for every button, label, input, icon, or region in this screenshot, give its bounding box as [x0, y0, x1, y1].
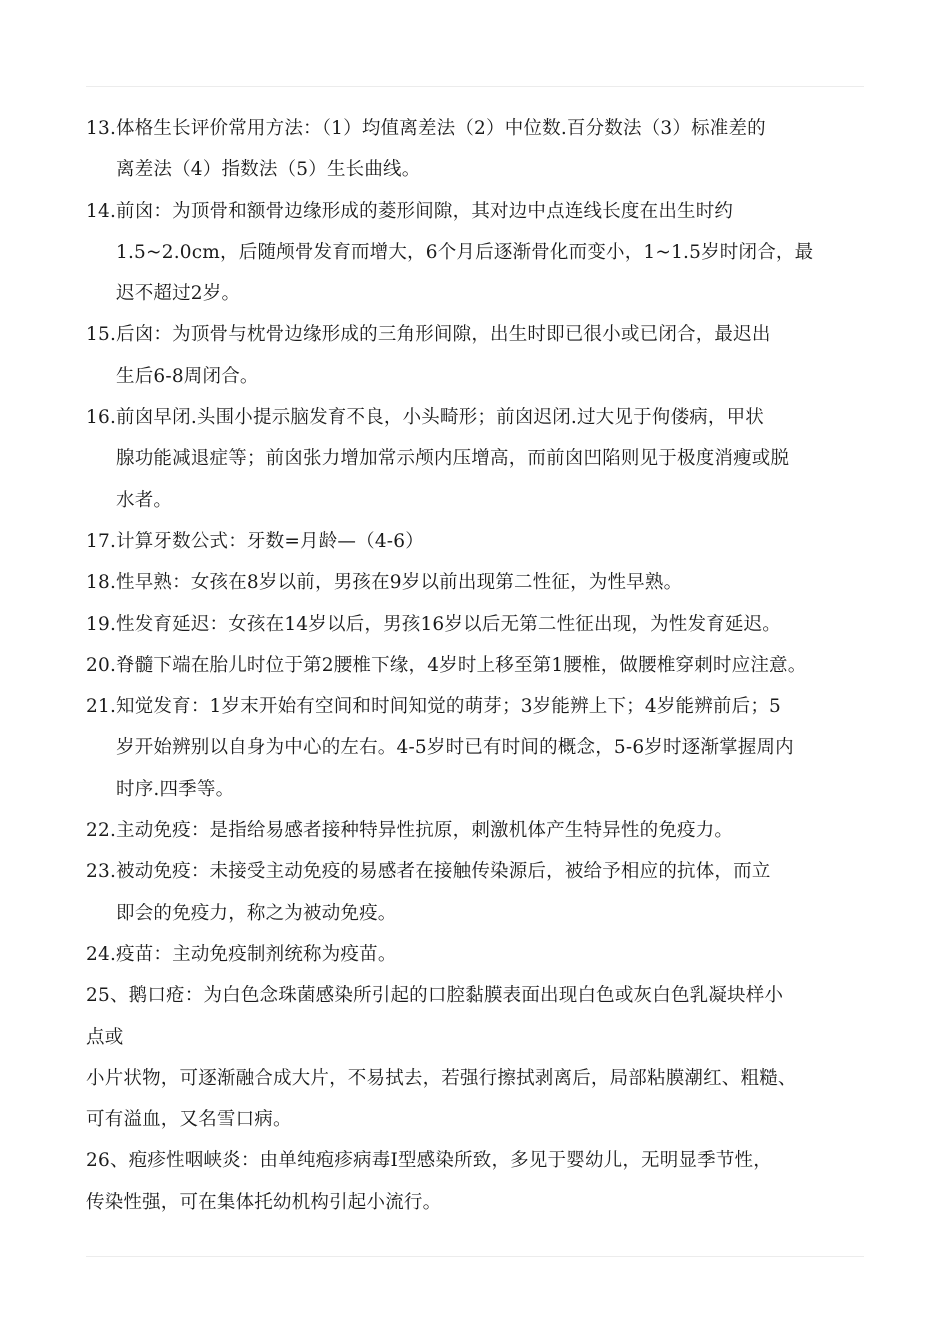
- top-divider: [86, 86, 864, 87]
- text-line: 22.主动免疫：是指给易感者接种特异性抗原，刺激机体产生特异性的免疫力。: [86, 820, 734, 842]
- text-line: 16.前囟早闭.头围小提示脑发育不良，小头畸形；前囟迟闭.过大见于佝偻病，甲状: [86, 407, 764, 429]
- text-line: 腺功能减退症等；前囟张力增加常示颅内压增高，而前囟凹陷则见于极度消瘦或脱: [116, 448, 790, 470]
- document-body: [86, 108, 886, 1223]
- text-line: 13.体格生长评价常用方法：（1）均值离差法（2）中位数.百分数法（3）标准差的: [86, 118, 766, 139]
- text-line: 24.疫苗：主动免疫制剂统称为疫苗。: [86, 943, 397, 965]
- text-line: 水者。: [116, 489, 173, 511]
- text-line: 即会的免疫力，称之为被动免疫。: [116, 902, 397, 924]
- text-line: 可有溢血，又名雪口病。: [86, 1109, 292, 1131]
- text-line: 14.前囟：为顶骨和额骨边缘形成的菱形间隙，其对边中点连线长度在出生时约: [86, 200, 734, 222]
- text-line: 时序.四季等。: [116, 778, 235, 800]
- text-line: 18.性早熟：女孩在8岁以前，男孩在9岁以前出现第二性征，为性早熟。: [86, 572, 683, 594]
- text-line: 迟不超过2岁。: [116, 283, 241, 305]
- text-line: 小片状物，可逐渐融合成大片，不易拭去，若强行擦拭剥离后，局部粘膜潮红、粗糙、: [86, 1067, 797, 1089]
- text-line: 点或: [86, 1026, 124, 1048]
- text-line: 生后6-8周闭合。: [116, 365, 259, 387]
- text-line: 20.脊髓下端在胎儿时位于第2腰椎下缘，4岁时上移至第1腰椎，做腰椎穿刺时应注意。: [86, 654, 807, 676]
- text-line: 26、疱疹性咽峡炎：由单纯疱疹病毒Ⅰ型感染所致，多见于婴幼儿，无明显季节性，: [86, 1150, 772, 1172]
- text-line: 15.后囟：为顶骨与枕骨边缘形成的三角形间隙，出生时即已很小或已闭合，最迟出: [86, 324, 771, 346]
- text-line: 岁开始辨别以自身为中心的左右。4-5岁时已有时间的概念，5-6岁时逐渐掌握周内: [116, 737, 794, 759]
- text-line: 离差法（4）指数法（5）生长曲线。: [116, 159, 421, 181]
- text-line: 25、鹅口疮：为白色念珠菌感染所引起的口腔黏膜表面出现白色或灰白色乳凝块样小: [86, 985, 784, 1007]
- text-line: 1.5~2.0cm，后随颅骨发育而增大，6个月后逐渐骨化而变小，1~1.5岁时闭合，最: [116, 241, 814, 263]
- text-line: 19.性发育延迟：女孩在14岁以后，男孩16岁以后无第二性征出现，为性发育延迟。: [86, 613, 782, 635]
- text-line: 23.被动免疫：未接受主动免疫的易感者在接触传染源后，被给予相应的抗体，而立: [86, 861, 771, 883]
- text-line: 17.计算牙数公式：牙数=月龄—（4-6）: [86, 530, 424, 552]
- text-line: 传染性强，可在集体托幼机构引起小流行。: [86, 1191, 442, 1213]
- bottom-divider: [86, 1256, 864, 1257]
- text-line: 21.知觉发育：1岁末开始有空间和时间知觉的萌芽；3岁能辨上下；4岁能辨前后；5: [86, 696, 782, 718]
